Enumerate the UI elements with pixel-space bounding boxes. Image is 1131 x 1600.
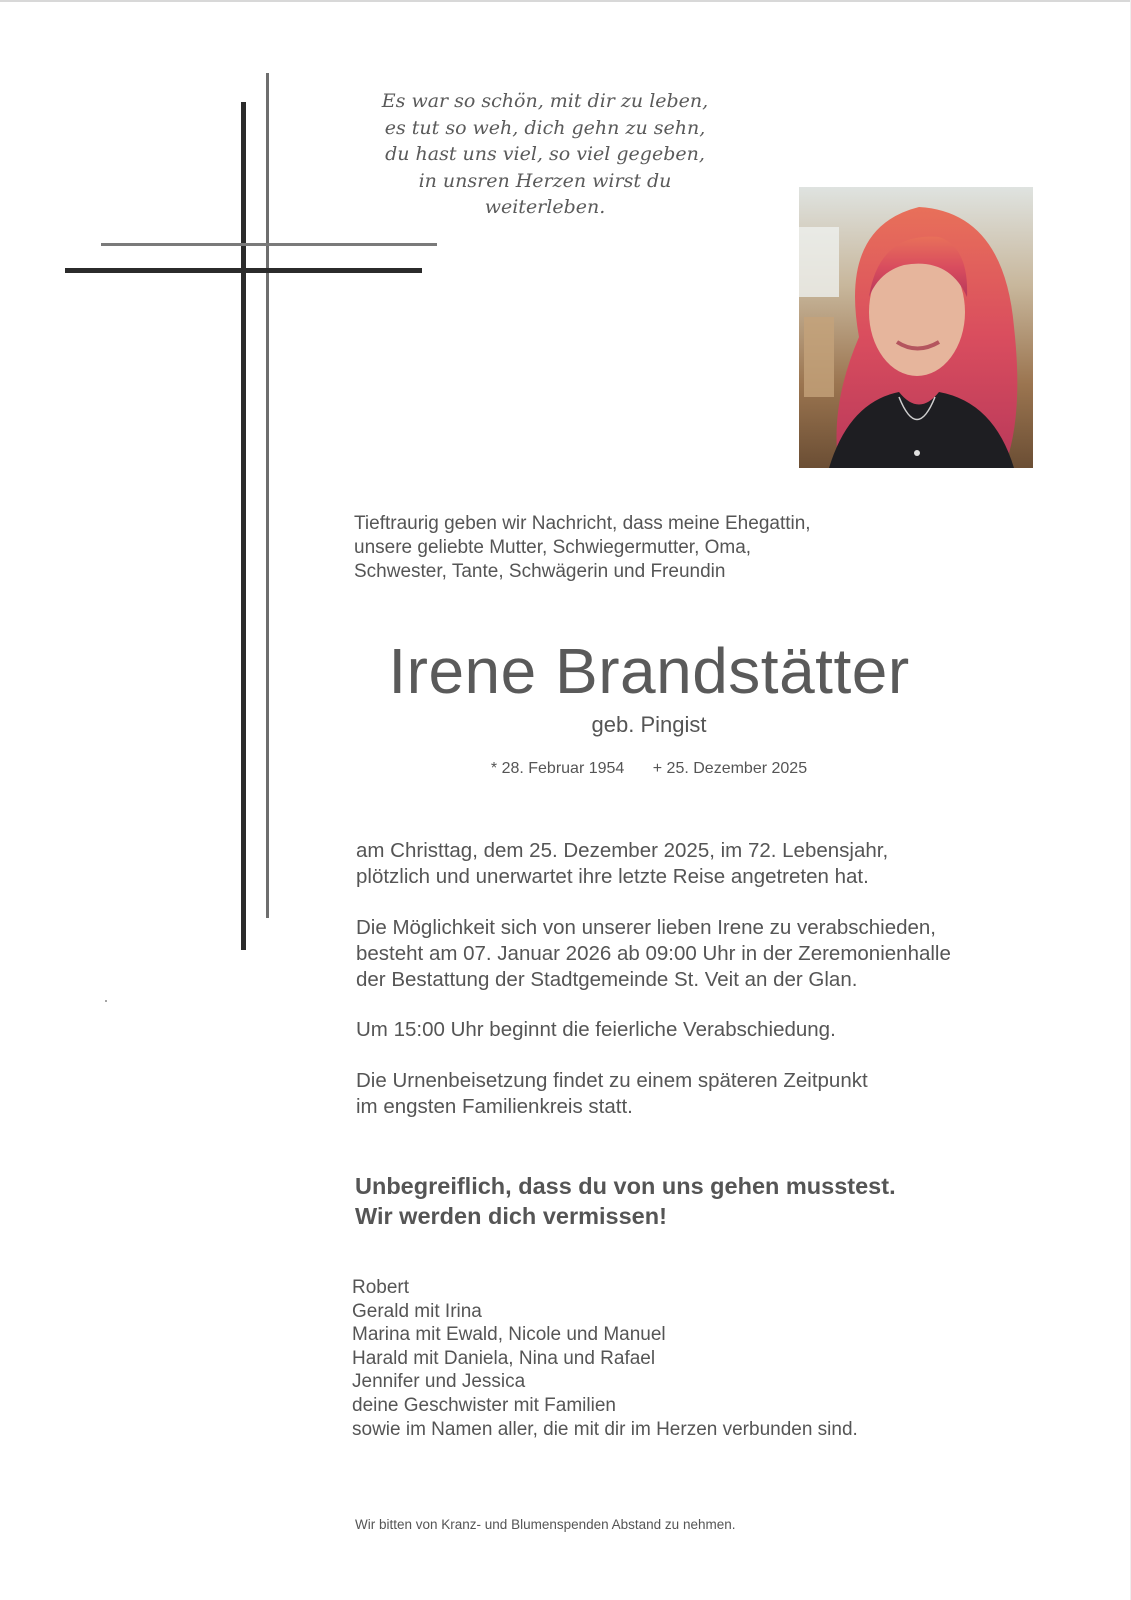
closing-words xyxy=(355,1171,896,1231)
scan-speck xyxy=(105,1000,107,1002)
paragraph-urn xyxy=(356,1068,868,1120)
notice-line: Schwester, Tante, Schwägerin und Freundin xyxy=(354,561,726,582)
birth-date: * 28. Februar 1954 xyxy=(490,760,625,777)
poem-line: weiterleben. xyxy=(484,196,606,218)
cross-vertical-light xyxy=(266,73,269,918)
notice-line: Tieftraurig geben wir Nachricht, dass meine Ehegattin, xyxy=(354,513,811,534)
poem-line: in unsren Herzen wirst du xyxy=(418,169,672,192)
notice-intro xyxy=(354,512,811,584)
paragraph-line: Die Urnenbeisetzung findet zu einem späteren Zeitpunkt xyxy=(356,1069,868,1092)
maiden-name: geb. Pingist xyxy=(591,712,707,737)
poem-line: du hast uns viel, so viel gegeben, xyxy=(385,143,705,165)
cross-horizontal-light xyxy=(101,243,437,246)
page-edge xyxy=(0,0,1131,2)
paragraph-line: im engsten Familienkreis statt. xyxy=(356,1095,633,1118)
paragraph-line: Um 15:00 Uhr beginnt die feierliche Verabschiedung. xyxy=(356,1018,836,1041)
mourner-line: Jennifer und Jessica xyxy=(352,1371,526,1393)
paragraph-line: plötzlich und unerwartet ihre letzte Reise angetreten hat. xyxy=(356,865,869,888)
portrait-photo xyxy=(799,187,1033,468)
mourner-line: Harald mit Daniela, Nina und Rafael xyxy=(352,1347,656,1369)
mourner-line: Robert xyxy=(352,1277,410,1298)
poem-line: es tut so weh, dich gehn zu sehn, xyxy=(384,116,706,139)
mourner-line: sowie im Namen aller, die mit dir im Herzen verbunden sind. xyxy=(352,1418,858,1440)
poem-line: Es war so schön, mit dir zu leben, xyxy=(381,90,709,112)
death-date: + 25. Dezember 2025 xyxy=(652,760,808,777)
paragraph-line: Die Möglichkeit sich von unserer lieben Irene zu verabschieden, xyxy=(356,916,937,939)
closing-line: Wir werden dich vermissen! xyxy=(355,1203,667,1229)
mourner-line: Gerald mit Irina xyxy=(352,1300,482,1322)
closing-line: Unbegreiflich, dass du von uns gehen musstest. xyxy=(355,1173,896,1199)
mourners-list xyxy=(352,1276,858,1441)
mourner-line: deine Geschwister mit Familien xyxy=(352,1394,616,1416)
paragraph-ceremony xyxy=(356,1017,836,1043)
paragraph-farewell xyxy=(356,915,951,993)
mourner-line: Marina mit Ewald, Nicole und Manuel xyxy=(352,1324,666,1346)
footer-note: Wir bitten von Kranz- und Blumenspenden Abstand zu nehmen. xyxy=(355,1517,736,1532)
paragraph-line: der Bestattung der Stadtgemeinde St. Veit an der Glan. xyxy=(356,968,858,991)
memorial-poem xyxy=(340,88,750,221)
cross-vertical-dark xyxy=(241,102,246,950)
paragraph-passing xyxy=(356,838,888,890)
notice-line: unsere geliebte Mutter, Schwiegermutter, Oma, xyxy=(354,537,752,558)
paragraph-line: besteht am 07. Januar 2026 ab 09:00 Uhr in der Zeremonienhalle xyxy=(356,942,951,965)
paragraph-line: am Christtag, dem 25. Dezember 2025, im 72. Lebensjahr, xyxy=(356,839,889,862)
life-dates xyxy=(354,760,944,778)
cross-horizontal-dark xyxy=(65,268,422,273)
portrait-illustration xyxy=(799,187,1033,468)
deceased-name: Irene Brandstätter xyxy=(388,635,910,707)
